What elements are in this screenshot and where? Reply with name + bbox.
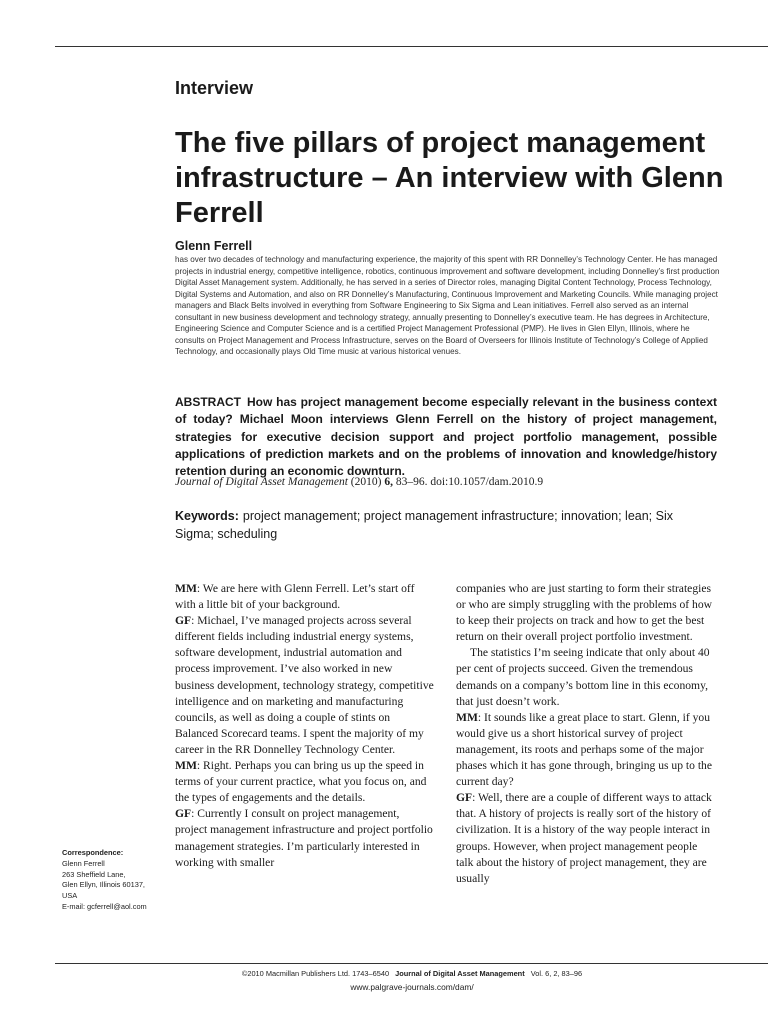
correspondence-country: USA — [62, 891, 78, 901]
paragraph-text: The statistics I’m seeing indicate that only about 40 per cent of projects succeed. Given the tremendous demands on a company’s bottom line in this economy, that just doesn’t work. — [456, 646, 710, 708]
correspondence-address-line2: Glen Ellyn, Illinois 60137, — [62, 880, 145, 890]
article-title: The five pillars of project management infrastructure – An interview with Glenn Ferrell — [175, 127, 724, 229]
author-bio: has over two decades of technology and manufacturing experience, the majority of this spent with RR Donnelley’s Technology Center. He has managed projects in industrial energy, competitive intelligence, robotics, continuous improvement and software development, including Donnelley’s first production Digital Asset Management system. Additionally, he has served in a series of Director roles, managing Digital Content Technology, Process Technology, Digital Systems and Automation, and also on RR Donnelley’s Manufacturing, Continuous Improvement and Marketing Councils. While managing project managers and Black Belts involved in everything from Software Engineering to Six Sigma and Lean initiatives. Ferrell also served as an internal consultant in new business development and technology strategy, annually presenting to Donnelley’s executive team. He has degrees in Architecture, Engineering Science and Computer Science and is a certified Project Management Professional (PMP). He lives in Glen Ellyn, Illinois, where he consults on Project Management and Process Infrastructure, serves on the Board of Overseers for Illinois Institute of Technology’s College of Applied Technology, and occasionally plays Old Time music at various historical venues. — [175, 255, 720, 356]
keywords-label: Keywords: — [175, 509, 239, 523]
bottom-rule — [55, 963, 768, 964]
correspondence-name: Glenn Ferrell — [62, 858, 105, 868]
footer-citation — [55, 969, 768, 978]
citation-journal: Journal of Digital Asset Management — [175, 476, 348, 488]
abstract-text: How has project management become especially relevant in the business context of today? Michael Moon interviews Glenn Ferrell on the history of project management, strategies for executive decision support and project portfolio management, possible applications of prediction markets and on the problems of innovation and knowledge/history retention during an economic downturn. — [175, 395, 717, 479]
correspondence-box — [62, 848, 170, 913]
keywords — [175, 507, 715, 543]
abstract-label: ABSTRACT — [175, 395, 241, 409]
citation-pages: 83–96. doi:10.1057/dam.2010.9 — [395, 476, 544, 488]
paragraph — [456, 790, 715, 887]
speaker-label: GF — [456, 791, 473, 805]
speaker-label: GF — [175, 614, 192, 628]
paragraph — [456, 645, 715, 709]
paragraph — [456, 710, 715, 790]
paragraph-text: : Michael, I’ve managed projects across several different fields including industrial energy systems, software development, industrial automation and process improvement. I’ve also worked in new business development, technology strategy, competitive intelligence and on marketing and manufacturing councils, as well as doing a couple of stints on Balanced Scorecard teams. I spent the majority of my career in the RR Donnelley Technology Center. — [175, 614, 434, 756]
footer-url[interactable]: www.palgrave-journals.com/dam/ — [350, 982, 474, 992]
citation — [175, 476, 715, 488]
paragraph-text: : Right. Perhaps you can bring us up the speed in terms of your current practice, what you focus on, and the types of engagements and the details. — [175, 759, 427, 805]
speaker-label: MM — [175, 582, 197, 595]
paragraph-text: companies who are just starting to form their strategies or who are simply struggling with the problems of how to keep their projects on track and how to get the best return on their overall project portfolio investment. — [456, 582, 712, 644]
speaker-label: GF — [175, 807, 192, 821]
body-column-right — [456, 581, 715, 887]
paragraph-text: : It sounds like a great place to start. Glenn, if you would give us a short historical survey of project management, its roots and perhaps some of the major phases which it has gone through, bringing us up to the current day? — [456, 710, 712, 789]
paragraph — [175, 806, 434, 870]
correspondence-label: Correspondence: — [62, 848, 124, 857]
paragraph-text: : Well, there are a couple of different ways to attack that. A history of projects is really sort of the history of civilization. It is a history of the way people interact in groups. However, when project management people talk about the history of project management, they are usually — [456, 791, 712, 885]
footer-volume: Vol. 6, 2, 83–96 — [530, 969, 583, 978]
speaker-label: MM — [175, 759, 197, 773]
top-rule — [55, 46, 768, 47]
keywords-text: project management; project management infrastructure; innovation; lean; Six Sigma; scheduling — [175, 509, 673, 541]
author-name: Glenn Ferrell — [175, 239, 253, 253]
body-column-left — [175, 581, 434, 871]
paragraph-text: : We are here with Glenn Ferrell. Let’s start off with a little bit of your background. — [175, 582, 415, 612]
paragraph — [175, 613, 434, 758]
section-label: Interview — [175, 78, 254, 98]
speaker-label: MM — [456, 710, 478, 724]
paragraph-text: : Currently I consult on project management, project management infrastructure and project portfolio management strategies. I’m particularly interested in working with smaller — [175, 807, 433, 869]
citation-year: (2010) — [350, 476, 382, 488]
citation-volume: 6, — [384, 476, 393, 488]
abstract — [175, 394, 717, 480]
footer-journal: Journal of Digital Asset Management — [395, 969, 525, 978]
paragraph — [175, 758, 434, 806]
correspondence-address-line1: 263 Sheffield Lane, — [62, 869, 126, 879]
paragraph — [456, 581, 715, 645]
correspondence-email: E-mail: gcferrell@aol.com — [62, 901, 147, 911]
paragraph — [175, 581, 434, 613]
footer-copyright: ©2010 Macmillan Publishers Ltd. 1743–6540 — [241, 969, 390, 978]
